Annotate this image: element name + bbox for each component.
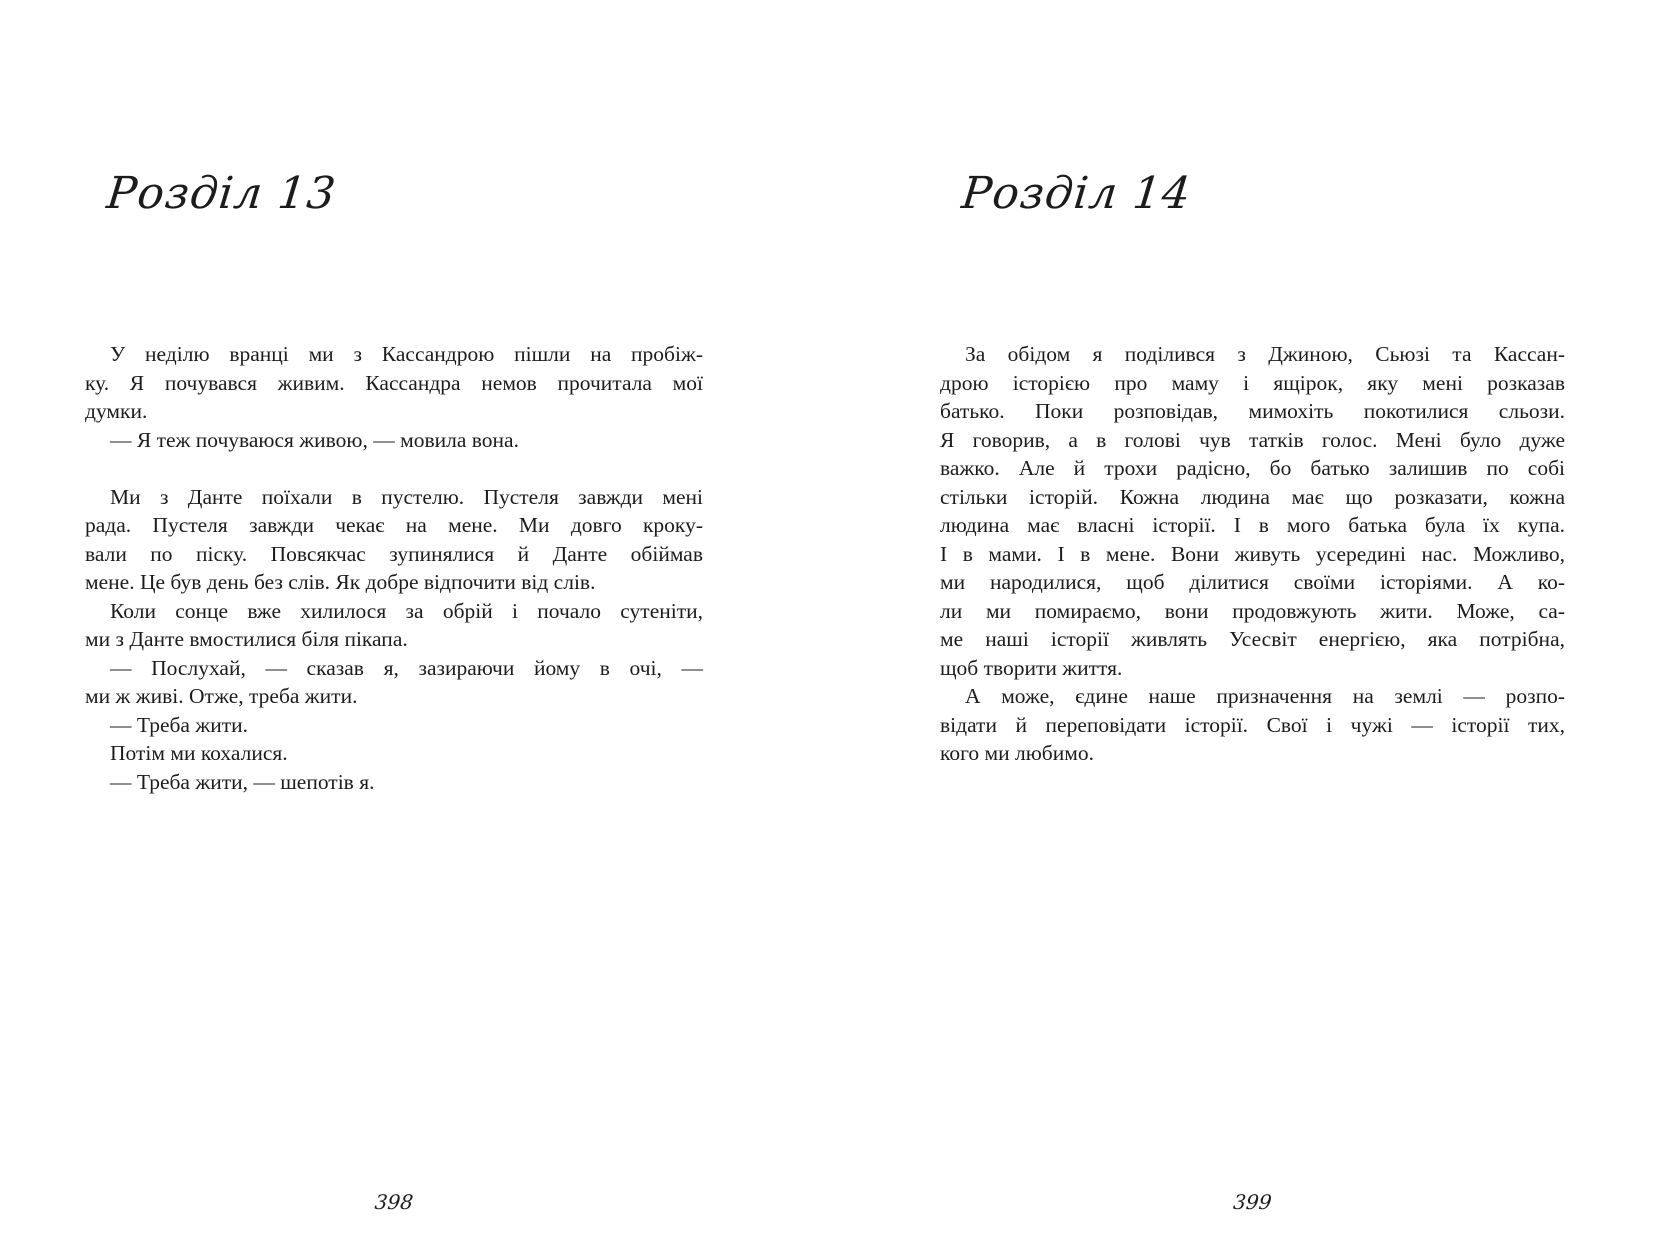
text-line: відати й переповідати історії. Свої і чужі — історії тих, (940, 712, 1565, 737)
paragraph (85, 483, 703, 597)
text-line: ми народилися, щоб ділитися своїми історіями. А ко- (940, 570, 1565, 594)
text-line: вали по піску. Повсякчас зупинялися й Данте обіймав (85, 541, 703, 566)
text-line: А може, єдине наше призначення на землі — розпо- (965, 684, 1565, 708)
text-line: мене. Це був день без слів. Як добре відпочити від слів. (85, 570, 596, 594)
text-line: — Послухай, — сказав я, зазираючи йому в очі, — (110, 655, 703, 680)
text-line: батько. Поки розповідав, мимохіть покотилися сльози. (940, 399, 1565, 423)
text-line: людина має власні історії. І в мого батька була їх купа. (940, 513, 1565, 537)
chapter-heading-right: Розділ 14 (959, 168, 1194, 219)
paragraph (85, 739, 703, 768)
text-line: щоб творити життя. (940, 655, 1123, 680)
text-line: ми ж живі. Отже, треба жити. (85, 684, 358, 708)
text-line: ми з Данте вмостилися біля пікапа. (85, 627, 408, 651)
paragraph (85, 654, 703, 711)
chapter-heading-left: Розділ 13 (104, 168, 339, 219)
text-line: За обідом я поділився з Джиною, Сьюзі та Кассан- (965, 342, 1565, 366)
text-line: — Треба жити. (110, 712, 248, 737)
page-body-left (85, 340, 703, 796)
paragraph (940, 682, 1565, 768)
text-line: Я говорив, а в голові чув татків голос. Мені було дуже (940, 427, 1565, 452)
page-left (85, 0, 703, 1240)
page-number-right: 399 (1232, 1190, 1273, 1214)
paragraph (940, 340, 1565, 682)
text-line: думки. (85, 399, 148, 423)
paragraph (85, 426, 703, 455)
text-line: Коли сонце вже хилилося за обрій і почало сутеніти, (110, 598, 703, 623)
page-body-right (940, 340, 1565, 768)
text-line: Ми з Данте поїхали в пустелю. Пустеля завжди мені (110, 484, 703, 509)
page-right (940, 0, 1565, 1240)
text-line: важко. Але й трохи радісно, бо батько залишив по собі (940, 456, 1565, 480)
paragraph-gap (85, 454, 703, 483)
text-line: дрою історією про маму і ящірок, яку мені розказав (940, 370, 1565, 395)
text-line: — Я теж почуваюся живою, — мовила вона. (110, 427, 519, 452)
paragraph (85, 711, 703, 740)
paragraph (85, 340, 703, 426)
paragraph (85, 597, 703, 654)
text-line: кого ми любимо. (940, 741, 1094, 765)
text-line: стільки історій. Кожна людина має що розказати, кожна (940, 484, 1565, 509)
paragraph (85, 768, 703, 797)
text-line: Потім ми кохалися. (110, 741, 288, 765)
text-line: ли ми помираємо, вони продовжують жити. Може, са- (940, 598, 1565, 623)
text-line: І в мами. І в мене. Вони живуть усередині нас. Можливо, (940, 541, 1565, 566)
text-line: рада. Пустеля завжди чекає на мене. Ми довго кроку- (85, 513, 703, 537)
text-line: У неділю вранці ми з Кассандрою пішли на пробіж- (110, 342, 703, 366)
text-line: — Треба жити, — шепотів я. (110, 769, 375, 794)
text-line: ме наші історії живлять Усесвіт енергією, яка потрібна, (940, 627, 1565, 651)
page-number-left: 398 (373, 1190, 415, 1214)
text-line: ку. Я почувався живим. Кассандра немов прочитала мої (85, 370, 703, 395)
